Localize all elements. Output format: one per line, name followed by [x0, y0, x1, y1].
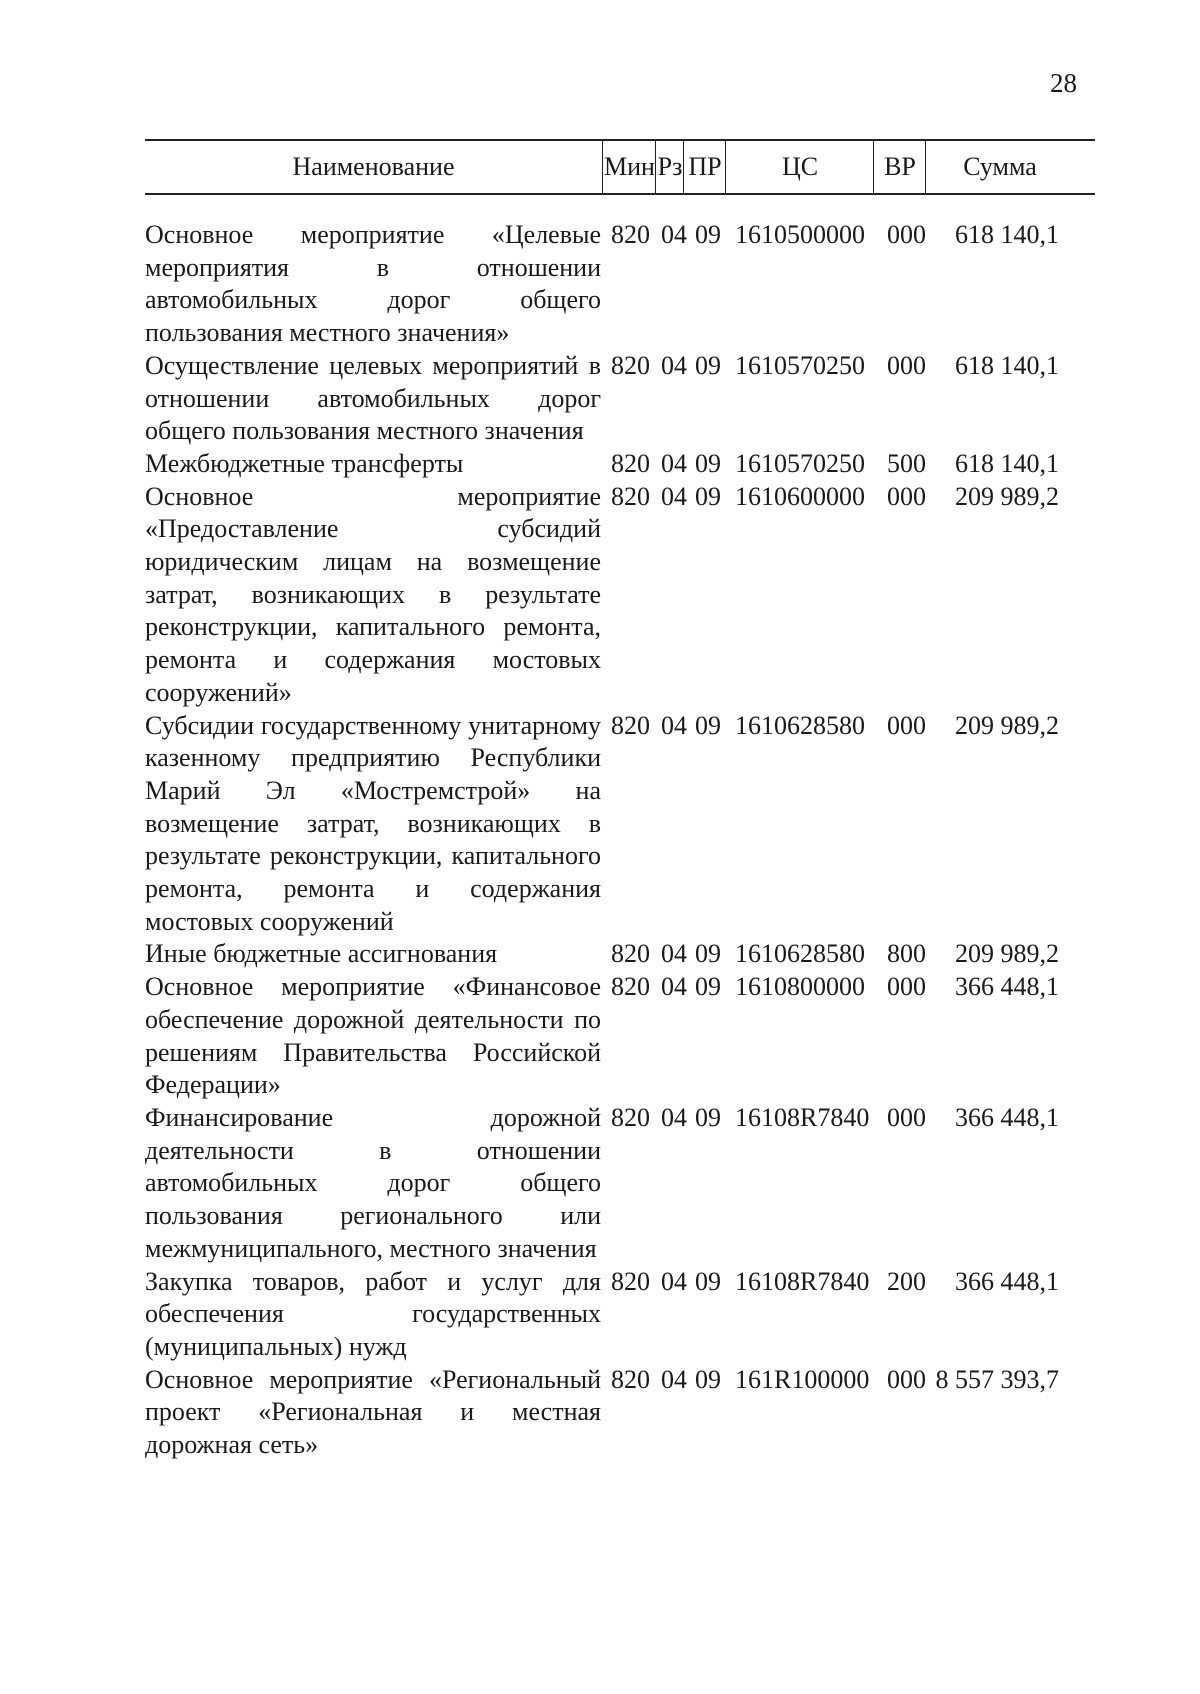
row-pr: 09	[695, 1266, 721, 1296]
table-row	[145, 971, 1095, 1102]
row-rz: 04	[661, 448, 687, 478]
table-row	[145, 448, 1095, 481]
row-name: Межбюджетные трансферты	[145, 448, 464, 478]
row-pr: 09	[695, 939, 721, 969]
row-sum: 8 557 393,7	[935, 1364, 1059, 1394]
row-name: Закупка товаров, работ и услуг для обеспечения государственных (муниципальных) нужд	[145, 1266, 601, 1361]
row-sum: 618 140,1	[955, 350, 1059, 380]
table-row	[145, 1364, 1095, 1462]
row-rz: 04	[661, 939, 687, 969]
row-name: Основное мероприятие «Целевые мероприятия в отношении автомобильных дорог общего пользования местного значения»	[145, 220, 601, 348]
row-sum: 209 989,2	[955, 939, 1059, 969]
table-row	[145, 1266, 1095, 1364]
header-min: Мин	[602, 141, 656, 193]
row-min: 820	[611, 972, 650, 1002]
row-name: Основное мероприятие «Предоставление субсидий юридическим лицам на возмещение затрат, возникающих в результате реконструкции, капитального ремонта, ремонта и содержания мостовых сооружений»	[145, 481, 601, 707]
row-vr: 000	[887, 1364, 926, 1394]
row-sum: 366 448,1	[955, 1102, 1059, 1132]
row-min: 820	[611, 1364, 650, 1394]
row-pr: 09	[695, 350, 721, 380]
table-row	[145, 710, 1095, 939]
header-pr: ПР	[683, 141, 726, 193]
table-row	[145, 350, 1095, 448]
header-rz: Рз	[655, 141, 684, 193]
row-vr: 500	[887, 448, 926, 478]
row-cs: 1610628580	[735, 710, 865, 740]
row-cs: 1610500000	[735, 220, 865, 249]
row-cs: 1610600000	[735, 481, 865, 511]
row-cs: 1610570250	[735, 448, 865, 478]
row-vr: 000	[887, 481, 926, 511]
row-rz: 04	[661, 1266, 687, 1296]
table-body	[145, 219, 1095, 1462]
header-sum: Сумма	[925, 141, 1074, 193]
row-name: Основное мероприятие «Региональный проект «Региональная и местная дорожная сеть»	[145, 1364, 601, 1460]
row-rz: 04	[661, 220, 687, 249]
page-number: 28	[1050, 68, 1077, 98]
row-vr: 800	[887, 939, 926, 969]
row-name: Субсидии государственному унитарному казенному предприятию Республики Марий Эл «Мостремстрой» на возмещение затрат, возникающих в результате реконструкции, капитального ремонта, ремонта и содержания мостовых сооружений	[145, 710, 601, 936]
row-pr: 09	[695, 1102, 721, 1132]
row-sum: 366 448,1	[955, 972, 1059, 1002]
row-sum: 366 448,1	[955, 1266, 1059, 1296]
row-cs: 16108R7840	[735, 1266, 870, 1296]
row-vr: 000	[887, 1102, 926, 1132]
budget-table	[145, 139, 1095, 1460]
row-sum: 209 989,2	[955, 481, 1059, 511]
table-row	[145, 219, 1095, 350]
row-min: 820	[611, 939, 650, 969]
header-vr: ВР	[873, 141, 926, 193]
row-pr: 09	[695, 972, 721, 1002]
row-name: Основное мероприятие «Финансовое обеспечение дорожной деятельности по решениям Правительства Российской Федерации»	[145, 972, 601, 1100]
row-cs: 16108R7840	[735, 1102, 870, 1132]
row-min: 820	[611, 481, 650, 511]
table-header	[145, 139, 1095, 195]
row-name: Осуществление целевых мероприятий в отношении автомобильных дорог общего пользования местного значения	[145, 350, 601, 446]
row-rz: 04	[661, 1364, 687, 1394]
row-vr: 000	[887, 220, 926, 249]
row-name: Финансирование дорожной деятельности в отношении автомобильных дорог общего пользования регионального или межмуниципального, местного значения	[145, 1102, 601, 1263]
header-cs: ЦС	[725, 141, 874, 193]
row-rz: 04	[661, 350, 687, 380]
row-rz: 04	[661, 481, 687, 511]
row-sum: 618 140,1	[955, 448, 1059, 478]
row-cs: 1610628580	[735, 939, 865, 969]
row-rz: 04	[661, 710, 687, 740]
row-pr: 09	[695, 220, 721, 249]
table-row	[145, 938, 1095, 971]
row-min: 820	[611, 1102, 650, 1132]
header-name: Наименование	[292, 152, 455, 181]
row-cs: 1610800000	[735, 972, 865, 1002]
row-cs: 1610570250	[735, 350, 865, 380]
row-vr: 000	[887, 350, 926, 380]
table-row	[145, 1102, 1095, 1266]
table-row	[145, 481, 1095, 710]
row-cs: 161R100000	[735, 1364, 870, 1394]
row-name: Иные бюджетные ассигнования	[145, 939, 498, 969]
row-sum: 209 989,2	[955, 710, 1059, 740]
row-pr: 09	[695, 1364, 721, 1394]
row-min: 820	[611, 710, 650, 740]
row-pr: 09	[695, 710, 721, 740]
row-vr: 000	[887, 972, 926, 1002]
row-rz: 04	[661, 1102, 687, 1132]
row-sum: 618 140,1	[955, 220, 1059, 249]
row-pr: 09	[695, 448, 721, 478]
row-vr: 200	[887, 1266, 926, 1296]
row-rz: 04	[661, 972, 687, 1002]
row-vr: 000	[887, 710, 926, 740]
row-min: 820	[611, 1266, 650, 1296]
row-min: 820	[611, 350, 650, 380]
row-min: 820	[611, 448, 650, 478]
row-min: 820	[611, 220, 650, 249]
row-pr: 09	[695, 481, 721, 511]
